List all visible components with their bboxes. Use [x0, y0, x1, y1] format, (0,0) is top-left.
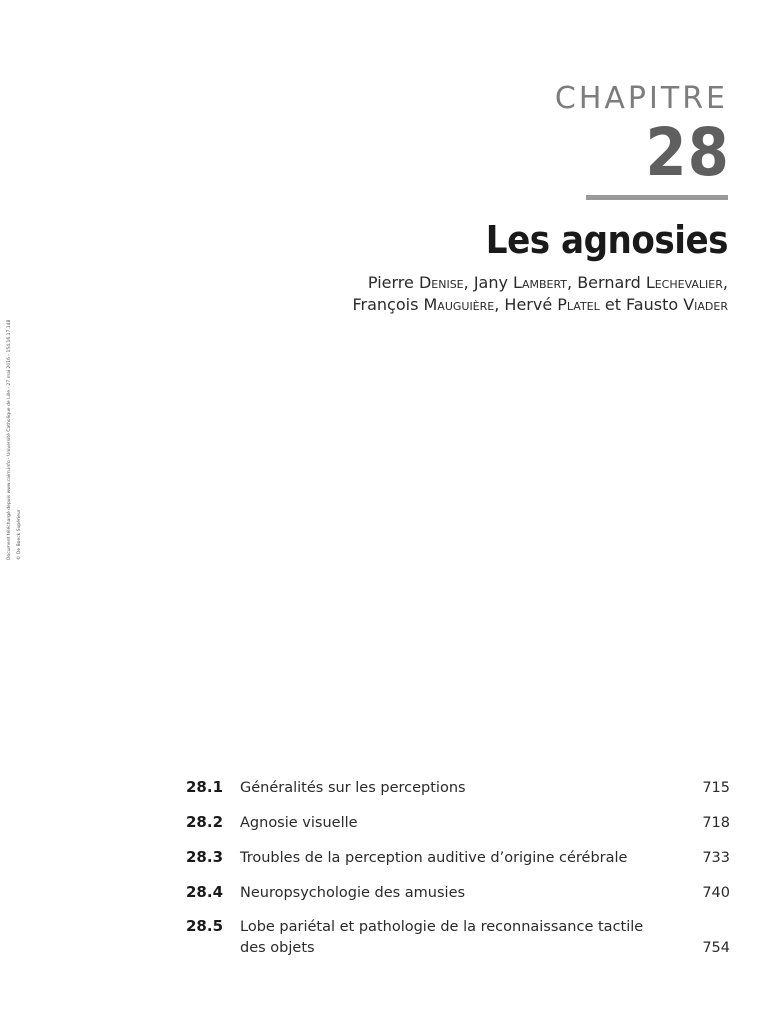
- toc-page-number: 718: [702, 815, 730, 831]
- download-watermark: [3, 300, 43, 560]
- author-text: , Jany: [463, 273, 514, 292]
- toc-section-title: Généralités sur les perceptions: [240, 780, 466, 796]
- author-surname: Lambert: [513, 273, 568, 292]
- author-text: François: [352, 295, 424, 314]
- toc-section-number: 28.2: [186, 813, 224, 831]
- toc-page-number: 740: [702, 885, 730, 901]
- toc-section-number: 28.4: [186, 883, 224, 901]
- toc-entry[interactable]: [186, 848, 730, 869]
- table-of-contents: [186, 778, 730, 959]
- author-line: [352, 294, 728, 316]
- watermark-line-2: © De Boeck Supérieur: [17, 509, 22, 560]
- chapter-rule: [586, 195, 728, 200]
- toc-page-number: 733: [702, 850, 730, 866]
- toc-section-number: 28.5: [186, 917, 224, 935]
- author-surname: Lechevalier: [645, 273, 723, 292]
- toc-entry[interactable]: [186, 917, 730, 959]
- author-surname: Mauguière: [423, 295, 495, 314]
- toc-section-title: Troubles de la perception auditive d’origine cérébrale: [240, 850, 628, 866]
- author-text: ,: [722, 273, 728, 292]
- toc-section-title: Lobe pariétal et pathologie de la reconnaissance tactile des objets: [240, 919, 644, 956]
- chapter-label: CHAPITRE: [554, 81, 728, 116]
- toc-section-title: Agnosie visuelle: [240, 815, 358, 831]
- toc-entry[interactable]: [186, 778, 730, 799]
- author-text: Pierre: [367, 273, 419, 292]
- toc-page-number: 754: [702, 940, 730, 956]
- toc-section-number: 28.1: [186, 778, 224, 796]
- author-text: , Hervé: [494, 295, 558, 314]
- watermark-line-1: Document téléchargé depuis www.cairn.info - Université Catholique de Lille - 27 mai 2016 - 154.16.17.148: [7, 319, 12, 560]
- toc-entry[interactable]: [186, 813, 730, 834]
- author-surname: Viader: [683, 295, 728, 314]
- chapter-number: 28: [645, 114, 730, 191]
- author-list: [352, 272, 728, 316]
- author-surname: Platel: [557, 295, 600, 314]
- chapter-heading: [554, 80, 730, 191]
- chapter-title: Les agnosies: [485, 218, 728, 262]
- toc-section-number: 28.3: [186, 848, 224, 866]
- author-text: , Bernard: [567, 273, 646, 292]
- author-line: [352, 272, 728, 294]
- toc-entry[interactable]: [186, 883, 730, 904]
- author-surname: Denise: [418, 273, 464, 292]
- toc-section-title: Neuropsychologie des amusies: [240, 885, 466, 901]
- author-text: et Fausto: [599, 295, 684, 314]
- toc-page-number: 715: [702, 780, 730, 796]
